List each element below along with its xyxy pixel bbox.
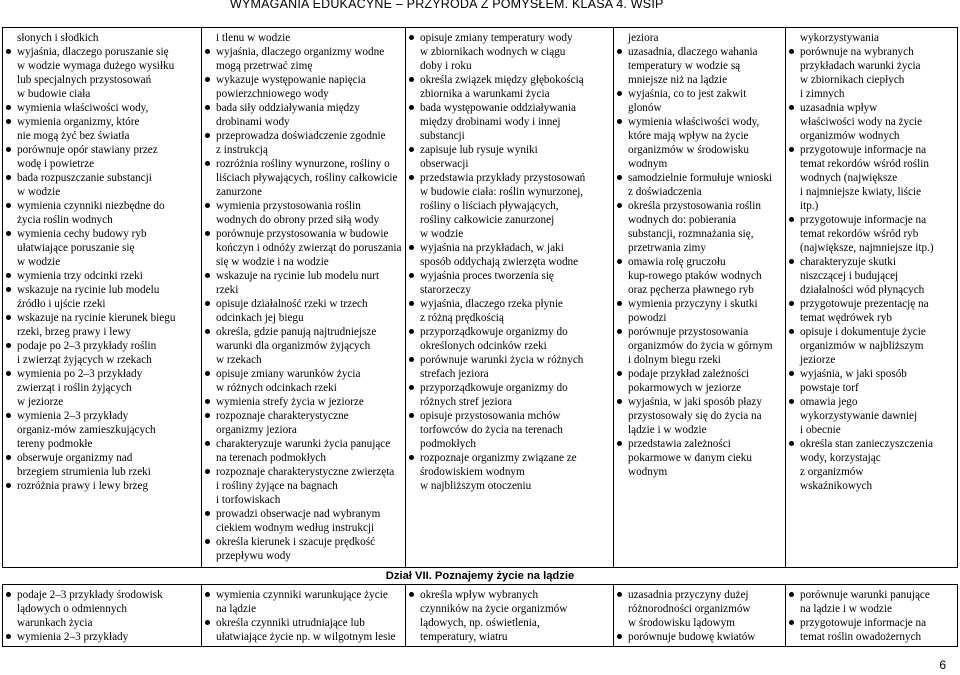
requirement-continuation-line: w budowie ciała (17, 88, 91, 100)
requirement-continuation-line: na terenach podmokłych (216, 452, 326, 464)
requirement-continuation-line: i dolnym biegu rzeki (628, 354, 721, 366)
requirement-continuation-line: lądzie i w wodzie (628, 424, 707, 436)
requirement-bullet-item: opisuje zmiany warunków życia (208, 367, 402, 381)
requirement-continuation-line: środowiskiem wodnym (420, 466, 525, 478)
requirement-continuation-line: liściach pływających, rośliny całkowicie (216, 172, 398, 184)
requirement-bullet-item: opisuje i dokumentuje życie (792, 325, 954, 339)
table-row (3, 28, 958, 568)
requirement-continuation-line: w wodzie (17, 256, 61, 268)
requirement-bullet-item: wymienia strefy życia w jeziorze (208, 395, 402, 409)
requirement-continuation-line: w jeziorze (17, 396, 64, 408)
requirement-bullet-item: rozpoznaje organizmy związane ze (412, 451, 610, 465)
requirement-bullet-item: wymienia przystosowania roślin (208, 199, 402, 213)
requirement-continuation-line: ciekiem wodnym według instrukcji (216, 522, 375, 534)
requirement-continuation-line: strefach jeziora (420, 368, 489, 380)
requirement-continuation-line: w rzekach (216, 354, 262, 366)
requirement-continuation-line: powierzchniowego wody (216, 88, 329, 100)
requirement-continuation-line: rzeki, brzeg prawy i lewy (17, 326, 131, 338)
requirement-continuation-line: między drobinami wody i innej (420, 116, 561, 128)
requirement-continuation-line: powodzi (628, 312, 667, 324)
requirement-continuation-line: przetrwania zimy (628, 242, 706, 254)
requirement-continuation-line: temperatury w wodzie są (628, 60, 741, 72)
requirement-bullet-item: wyjaśnia, w jaki sposób płazy (620, 395, 782, 409)
requirement-continuation-line: wodnych do: pobierania (628, 214, 737, 226)
requirement-bullet-item: wymienia właściwości wody, (620, 115, 782, 129)
requirement-continuation-line: doby i roku (420, 60, 472, 72)
requirement-continuation-line: torfowców do życia na terenach (420, 424, 563, 436)
requirement-continuation-line: i najmniejsze kwiaty, liście (800, 186, 922, 198)
requirement-bullet-item: przedstawia przykłady przystosowań (412, 171, 610, 185)
requirement-bullet-item: określa, gdzie panują najtrudniejsze (208, 325, 402, 339)
requirement-continuation-line: wykorzystywania (800, 32, 879, 44)
requirement-bullet-item: omawia rolę gruczołu (620, 255, 782, 269)
requirement-bullet-item: wymienia przyczyny i skutki (620, 297, 782, 311)
grade-column-2 (202, 28, 406, 568)
requirement-bullet-item: podaje 2–3 przykłady środowisk (9, 588, 198, 602)
requirement-continuation-line: tereny podmokłe (17, 438, 93, 450)
requirement-continuation-line: zanurzone (216, 186, 262, 198)
requirement-continuation-line: z instrukcją (216, 144, 268, 156)
requirement-bullet-item: charakteryzuje skutki (792, 255, 954, 269)
requirement-continuation-line: zbiornika a warunkami życia (420, 88, 550, 100)
requirement-continuation-line: kup-rowego ptaków wodnych (628, 270, 762, 282)
requirement-continuation-line: czynników na życie organizmów (420, 603, 568, 615)
requirement-bullet-item: wymienia cechy budowy ryb (9, 227, 198, 241)
requirement-continuation-line: na lądzie (216, 603, 257, 615)
requirement-continuation-line: mniejsze niż na lądzie (628, 74, 728, 86)
grade-column-5 (786, 585, 958, 647)
requirement-bullet-item: wyjaśnia na przykładach, w jaki (412, 241, 610, 255)
requirement-continuation-line: z doświadczenia (628, 186, 702, 198)
requirement-continuation-line: substancji, rozmnażania się, (628, 228, 754, 240)
requirement-continuation-line: temperatury, wiatru (420, 631, 508, 643)
requirement-bullet-item: porównuje budowę kwiatów (620, 630, 782, 644)
requirement-bullet-item: przygotowuje prezentację na (792, 297, 954, 311)
requirement-bullet-item: bada rozpuszczanie substancji (9, 171, 198, 185)
requirement-continuation-line: w zbiornikach ciepłych (800, 74, 905, 86)
requirement-continuation-line: i zwierząt żyjących w rzekach (17, 354, 152, 366)
requirement-continuation-line: na lądzie i w wodzie (800, 603, 892, 615)
requirement-bullet-item: rozpoznaje charakterystyczne zwierzęta (208, 465, 402, 479)
requirement-continuation-line: określonych odcinków rzeki (420, 340, 547, 352)
requirement-bullet-item: wskazuje na rycinie kierunek biegu (9, 311, 198, 325)
requirement-continuation-line: organizmów wodnych (800, 130, 900, 142)
page-header: WYMAGANIA EDUKACYNE – PRZYRODA Z POMYSŁEM. KLASA 4. WSIP (230, 0, 664, 11)
requirement-continuation-line: podmokłych (420, 438, 476, 450)
requirement-continuation-line: temat rekordów wśród roślin (800, 158, 929, 170)
grade-column-4 (614, 585, 786, 647)
requirement-continuation-line: ułatwiające życie np. w wilgotnym lesie (216, 631, 396, 643)
requirement-bullet-item: zapisuje lub rysuje wyniki (412, 143, 610, 157)
requirement-continuation-line: właściwości wody na życie (800, 116, 923, 128)
requirement-bullet-item: rozróżnia prawy i lewy brzeg (9, 479, 198, 493)
section-row (3, 568, 958, 585)
requirement-bullet-item: uzasadnia przyczyny dużej (620, 588, 782, 602)
requirement-continuation-line: się w wodzie i na wodzie (216, 256, 329, 268)
requirement-continuation-line: rzeki (216, 284, 239, 296)
table-row (3, 585, 958, 647)
requirement-continuation-line: rośliny o liściach pływających, (420, 200, 559, 212)
requirement-continuation-line: pokarmowych w jeziorze (628, 382, 742, 394)
requirement-bullet-item: bada występowanie oddziaływania (412, 101, 610, 115)
requirement-continuation-line: w zbiornikach wodnych w ciągu (420, 46, 566, 58)
requirement-continuation-line: kończyn i odnóży zwierząt do poruszania (216, 242, 402, 254)
requirement-continuation-line: nie mogą żyć bez światła (17, 130, 130, 142)
requirement-continuation-line: warunki dla organizmów żyjących (216, 340, 371, 352)
requirement-continuation-line: wodnym (628, 466, 668, 478)
requirement-continuation-line: pokarmowe w danym cieku (628, 452, 752, 464)
requirement-continuation-line: powstaje torf (800, 382, 859, 394)
requirement-continuation-line: różnorodności organizmów (628, 603, 751, 615)
requirement-bullet-item: podaje po 2–3 przykłady roślin (9, 339, 198, 353)
requirement-continuation-line: substancji (420, 130, 465, 142)
requirement-bullet-item: wymienia właściwości wody, (9, 101, 198, 115)
requirement-continuation-line: wody, korzystając (800, 452, 881, 464)
requirement-continuation-line: w wodzie wymaga dużego wysiłku (17, 60, 175, 72)
requirement-continuation-line: (największe, najmniejsze itp.) (800, 242, 934, 254)
requirement-bullet-item: określa stan zanieczyszczenia (792, 437, 954, 451)
requirement-continuation-line: lądowych o odmiennych (17, 603, 127, 615)
requirement-continuation-line: w budowie ciała: roślin wynurzonej, (420, 186, 584, 198)
requirement-bullet-item: określa wpływ wybranych (412, 588, 610, 602)
requirement-bullet-item: omawia jego (792, 395, 954, 409)
requirement-continuation-line: organiz-mów zamieszkujących (17, 424, 156, 436)
requirement-bullet-item: wykazuje występowanie napięcia (208, 73, 402, 87)
requirement-bullet-item: rozróżnia rośliny wynurzone, rośliny o (208, 157, 402, 171)
requirement-bullet-item: przyporządkowuje organizmy do (412, 381, 610, 395)
requirement-bullet-item: prowadzi obserwacje nad wybranym (208, 507, 402, 521)
requirement-bullet-item: wymienia czynniki niezbędne do (9, 199, 198, 213)
requirement-bullet-item: wyjaśnia, w jaki sposób (792, 367, 954, 381)
requirement-continuation-line: wodę i powietrze (17, 158, 95, 170)
requirement-continuation-line: rośliny całkowicie zanurzonej (420, 214, 555, 226)
requirement-bullet-item: przyporządkowuje organizmy do (412, 325, 610, 339)
requirement-continuation-line: warunkach życia (17, 617, 93, 629)
requirement-continuation-line: źródło i ujście rzeki (17, 298, 106, 310)
requirement-continuation-line: organizmów w najbliższym (800, 340, 924, 352)
requirement-bullet-item: wskazuje na rycinie lub modelu (9, 283, 198, 297)
requirement-bullet-item: opisuje zmiany temperatury wody (412, 31, 610, 45)
requirement-bullet-item: porównuje przystosowania (620, 325, 782, 339)
requirement-bullet-item: obserwuje organizmy nad (9, 451, 198, 465)
grade-column-1 (3, 28, 202, 568)
grade-column-2 (202, 585, 406, 647)
requirement-bullet-item: porównuje na wybranych (792, 45, 954, 59)
requirement-continuation-line: jeziora (628, 32, 659, 44)
requirement-continuation-line: zwierząt i roślin żyjących (17, 382, 132, 394)
requirement-continuation-line: w najbliższym otoczeniu (420, 480, 532, 492)
requirement-bullet-item: określa czynniki utrudniające lub (208, 616, 402, 630)
requirement-continuation-line: z różną prędkością (420, 312, 504, 324)
requirement-continuation-line: organizmy jeziora (216, 424, 297, 436)
requirement-continuation-line: które mają wpływ na życie (628, 130, 749, 142)
requirement-continuation-line: przepływu wody (216, 550, 291, 562)
requirement-bullet-item: bada siły oddziaływania między (208, 101, 402, 115)
requirement-continuation-line: temat roślin owadożernych (800, 631, 922, 643)
requirement-bullet-item: przygotowuje informacje na (792, 213, 954, 227)
requirement-bullet-item: porównuje warunki panujące (792, 588, 954, 602)
requirement-continuation-line: mogą przetrwać zimę (216, 60, 313, 72)
requirement-continuation-line: temat rekordów wśród ryb (800, 228, 919, 240)
requirement-continuation-line: wodnych (największe (800, 172, 898, 184)
requirement-bullet-item: charakteryzuje warunki życia panujące (208, 437, 402, 451)
requirement-bullet-item: wymienia 2–3 przykłady (9, 409, 198, 423)
requirement-continuation-line: przystosowały się do życia na (628, 410, 762, 422)
grade-column-5 (786, 28, 958, 568)
requirement-bullet-item: uzasadnia wpływ (792, 101, 954, 115)
requirement-bullet-item: przygotowuje informacje na (792, 143, 954, 157)
requirement-bullet-item: wymienia czynniki warunkujące życie (208, 588, 402, 602)
requirement-continuation-line: z organizmów (800, 466, 864, 478)
requirement-bullet-item: wymienia organizmy, które (9, 115, 198, 129)
requirement-continuation-line: działalności wód płynących (800, 284, 925, 296)
requirement-continuation-line: starorzeczy (420, 284, 471, 296)
requirement-bullet-item: przygotowuje informacje na (792, 616, 954, 630)
requirement-continuation-line: wodnym (628, 158, 668, 170)
grade-column-4 (614, 28, 786, 568)
requirement-bullet-item: wyjaśnia, dlaczego organizmy wodne (208, 45, 402, 59)
requirement-continuation-line: organizmów do życia w górnym (628, 340, 773, 352)
requirement-bullet-item: przedstawia zależności (620, 437, 782, 451)
requirement-continuation-line: w wodzie (420, 228, 464, 240)
requirement-continuation-line: lub specjalnych przystosowań (17, 74, 152, 86)
requirement-continuation-line: organizmów w środowisku (628, 144, 749, 156)
requirement-continuation-line: ułatwiające poruszanie się (17, 242, 135, 254)
requirement-bullet-item: przeprowadza doświadczenie zgodnie (208, 129, 402, 143)
requirement-continuation-line: lądowych, np. oświetlenia, (420, 617, 540, 629)
requirement-bullet-item: wyjaśnia, co to jest zakwit (620, 87, 782, 101)
requirement-bullet-item: wyjaśnia, dlaczego rzeka płynie (412, 297, 610, 311)
requirement-bullet-item: określa związek między głębokością (412, 73, 610, 87)
grade-column-3 (406, 28, 614, 568)
requirement-bullet-item: podaje przykład zależności (620, 367, 782, 381)
grade-column-1 (3, 585, 202, 647)
page-number: 6 (939, 658, 946, 672)
requirement-bullet-item: wskazuje na rycinie lub modelu nurt (208, 269, 402, 283)
requirement-bullet-item: rozpoznaje charakterystyczne (208, 409, 402, 423)
requirements-table (2, 27, 958, 647)
requirement-continuation-line: wskaźnikowych (800, 480, 873, 492)
requirement-bullet-item: określa przystosowania roślin (620, 199, 782, 213)
requirement-continuation-line: wodnych do obrony przed siłą wody (216, 214, 380, 226)
requirement-continuation-line: i rośliny żyjące na bagnach (216, 480, 338, 492)
requirement-continuation-line: życia roślin wodnych (17, 214, 113, 226)
grade-column-3 (406, 585, 614, 647)
requirement-bullet-item: porównuje opór stawiany przez (9, 143, 198, 157)
requirement-bullet-item: wymienia 2–3 przykłady (9, 630, 198, 644)
requirement-continuation-line: odcinkach jej biegu (216, 312, 304, 324)
requirement-bullet-item: uzasadnia, dlaczego wahania (620, 45, 782, 59)
requirement-bullet-item: wymienia po 2–3 przykłady (9, 367, 198, 381)
requirement-continuation-line: przykładach warunki życia (800, 60, 921, 72)
requirement-continuation-line: obserwacji (420, 158, 469, 170)
requirement-continuation-line: w różnych odcinkach rzeki (216, 382, 337, 394)
requirement-bullet-item: wyjaśnia, dlaczego poruszanie się (9, 45, 198, 59)
requirement-bullet-item: porównuje warunki życia w różnych (412, 353, 610, 367)
requirement-continuation-line: wykorzystywanie dawniej (800, 410, 918, 422)
requirement-bullet-item: opisuje przystosowania mchów (412, 409, 610, 423)
requirement-continuation-line: i zimnych (800, 88, 845, 100)
requirement-bullet-item: wymienia trzy odcinki rzeki (9, 269, 198, 283)
requirement-continuation-line: i obecnie (800, 424, 841, 436)
requirement-continuation-line: niszczącej i budującej (800, 270, 899, 282)
requirement-continuation-line: w wodzie (17, 186, 61, 198)
requirement-continuation-line: jeziorze (800, 354, 836, 366)
requirement-continuation-line: itp.) (800, 200, 819, 212)
requirement-continuation-line: słonych i słodkich (17, 32, 99, 44)
requirement-continuation-line: brzegiem strumienia lub rzeki (17, 466, 151, 478)
requirement-bullet-item: samodzielnie formułuje wnioski (620, 171, 782, 185)
requirement-continuation-line: sposób oddychają zwierzęta wodne (420, 256, 579, 268)
requirement-continuation-line: drobinami wody (216, 116, 290, 128)
requirement-continuation-line: temat wędrówek ryb (800, 312, 892, 324)
requirement-continuation-line: różnych stref jeziora (420, 396, 512, 408)
requirement-bullet-item: określa kierunek i szacuje prędkość (208, 535, 402, 549)
section-title: Dział VII. Poznajemy życie na lądzie (3, 568, 958, 585)
requirement-continuation-line: oraz pęcherza pławnego ryb (628, 284, 754, 296)
requirement-continuation-line: glonów (628, 102, 662, 114)
requirement-continuation-line: w środowisku lądowym (628, 617, 735, 629)
requirement-continuation-line: i tlenu w wodzie (216, 32, 291, 44)
requirement-bullet-item: wyjaśnia proces tworzenia się (412, 269, 610, 283)
requirement-bullet-item: porównuje przystosowania w budowie (208, 227, 402, 241)
requirement-continuation-line: i torfowiskach (216, 494, 281, 506)
requirement-bullet-item: opisuje działalność rzeki w trzech (208, 297, 402, 311)
